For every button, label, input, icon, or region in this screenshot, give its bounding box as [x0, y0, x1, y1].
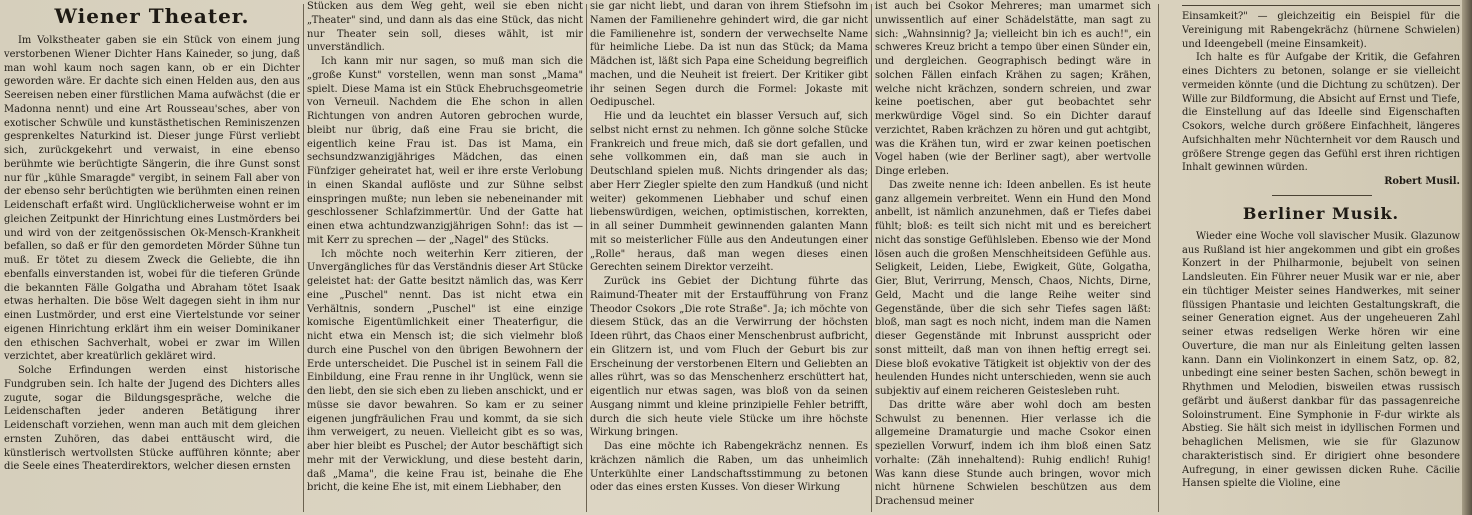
paragraph: Ich kann mir nur sagen, so muß man sich die „große Kunst" vorstellen, wenn man sonst „Mama" spielt. Diese Mama ist ein Stück Ehebruchsgeometrie von Verneuil. Nachdem die Ehe schon in allen Richtungen von andren Autoren gebrochen wurde, bleibt nur übrig, daß eine Frau sie bricht, die eigentlich keine Frau ist. Das ist Mama, ein sechsundzwanzigjähriges Mädchen, das einen Fünfziger geheiratet hat, weil er ihre erste Verlobung in einen Skandal auflöste und zur Sühne selbst einspringen mußte; nun leben sie nebeneinander mit geschlossener Schlafzimmertür. Und der Gatte hat einen etwa achtundzwanzigjährigen Sohn!: das ist — mit Kerr zu sprechen — der „Nagel" des Stücks. [307, 56, 583, 246]
paragraph: Zurück ins Gebiet der Dichtung führte das Raimund-Theater mit der Erstaufführung von Franz Theodor Csokors „Die rote Straße". Ja; ich möchte von diesem Stück, das an die Verwirrung der höchsten Ideen rührt, das Chaos einer Menschenbrust aufbricht, ein Glitzern ist, und vom Fluch der Geburt bis zur Erscheinung der verstorbenen Eltern und Geliebten an alles rührt, was so das Menschenherz erschüttert hat, eigentlich nur etwas sagen, was bloß von da seinen Ausgang nimmt und kleine prinzipielle Fehler betrifft, durch die sich heute viele Stücke um ihre höchste Wirkung bringen. [590, 276, 868, 439]
column-1 [4, 0, 300, 515]
paragraph: sie gar nicht liebt, und daran von ihrem Stiefsohn im Namen der Familienehre gehindert wird, die gar nicht die Familienehre ist, sondern der verwechselte Name für heimliche Liebe. Da ist nun das Stück; da Mama Mädchen ist, läßt sich Papa eine Scheidung begreiflich machen, und die Neuheit ist freiert. Der Kritiker gibt ihr seinen Segen durch die Formel: Jokaste mit Oedipuschel. [590, 1, 868, 109]
paragraph: Hie und da leuchtet ein blasser Versuch auf, sich selbst nicht ernst zu nehmen. Ich gönne solche Stücke Frankreich und freue mich, daß sie dort gefallen, und sehe vollkommen ein, daß man sie auch in Deutschland spielen muß. Nichts dringender als das; aber Herr Ziegler spielte den zum Handkuß (und nicht weiter) gekommenen Liebhaber und schuf einen liebenswürdigen, weichen, optimistischen, korrekten, in all seiner Dummheit gewinnenden galanten Mann mit so meisterlicher Fülle aus den Andeutungen einer „Rolle" heraus, daß man wegen dieses einen Gerechten seinem Direktor verzeiht. [590, 111, 868, 274]
author-signature: Robert Musil. [1384, 176, 1460, 187]
paragraph: Einsamkeit?" — gleichzeitig ein Beispiel für die Vereinigung mit Rabengekrächz (hürnene Schwielen) und Ideengebell (meine Einsamkeit). [1182, 11, 1460, 50]
paragraph: Ich möchte noch weiterhin Kerr zitieren, der Unvergängliches für das Verständnis dieser Art Stücke geleistet hat: der Gatte besitzt nämlich das, was Kerr eine „Puschel" nennt. Das ist nicht etwa ein Verhältnis, sondern „Puschel" ist eine einzige komische Eigentümlichkeit einer Theaterfigur, die nicht etwa ein Mensch ist; die sich vielmehr bloß durch eine Puschel von den übrigen Bewohnern der Erde unterscheidet. Die Puschel ist in seinem Fall die Einbildung, eine Frau renne in ihr Unglück, wenn sie den liebt, den sie sich eben zu lieben anschickt, und er müsse sie davor bewahren. So kam er zu seiner eigenen jungfräulichen Frau und kommt, da sie sich ihm verweigert, zu neuen. Vielleicht gibt es so was, aber hier bleibt es Puschel; der Autor beschäftigt sich mehr mit der Verwicklung, und diese besteht darin, daß „Mama", die keine Frau ist, beinahe die Ehe bricht, die keine Ehe ist, mit einem Liebhaber, den [307, 248, 583, 494]
page-fold-edge [1462, 0, 1472, 515]
column-rule [871, 4, 872, 512]
column-5 [1182, 10, 1460, 515]
paragraph: Das eine möchte ich Rabengekrächz nennen. Es krächzen nämlich die Raben, um das unheimlich Unterkühlte einer Landschaftsstimmung zu betonen oder das eines ersten Kusses. Von dieser Wirkung [590, 441, 868, 494]
column-rule [303, 4, 304, 512]
paragraph: Wieder eine Woche voll slavischer Musik. Glazunow aus Rußland ist hier angekommen und gibt ein großes Konzert in der Philharmonie, bejubelt von seinen Landsleuten. Ein Führer neuer Musik war er nie, aber ein tüchtiger Meister seines Handwerkes, mit seiner flüssigen Phantasie und leichten Gestaltungskraft, die seiner Generation eignet. Aus der ungeheueren Zahl seiner etwas redseligen Werke hören wir eine Ouverture, die man nur als Einleitung gelten lassen kann. Dann ein Violinkonzert in einem Satz, op. 82, unbedingt eine seiner besten Sachen, schön bewegt in Rhythmen und Melodien, bisweilen etwas russisch gefärbt und äußerst dankbar für das passagenreiche Soloinstrument. Eine Symphonie in F-dur wirkte als Abstieg. Sie hält sich meist in idyllischen Formen und behaglichen Melismen, wie sie für Glazunow charakteristisch sind. Er dirigiert ohne besondere Aufregung, in einer gewissen dicken Ruhe. Cäcilie Hansen spielte die Violine, eine [1182, 230, 1460, 490]
column-3 [590, 0, 868, 515]
paragraph: Das dritte wäre aber wohl doch am besten Schwulst zu benennen. Hier verlasse ich die allgemeine Dramaturgie und mache Csokor einen speziellen Vorwurf, indem ich ihm bloß einen Satz vorhalte: (Zäh innehaltend): Ruhig endlich! Ruhig! Was kann diese Stunde auch bringen, wovor mich nicht hürnene Schwielen beschützen aus dem Drachensud meiner [875, 399, 1151, 507]
heading-berliner-musik: Berliner Musik. [1242, 203, 1400, 223]
paragraph: Ich halte es für Aufgabe der Kritik, die Gefahren eines Dichters zu betonen, solange er sie vielleicht vermeiden könnte (und die Dichtung zu schützen). Der Wille zur Bildformung, die Absicht auf Ernst und Tiefe, die Einstellung auf das Ideelle sind Eigenschaften Csokors, welche durch größere Einfachheit, längeres Aufsichhalten mehr Nüchternheit vor dem Rausch und größere Strenge gegen das Gefühl erst ihren richtigen Inhalt gewinnen würden. [1182, 52, 1460, 174]
paragraph: Solche Erfindungen werden einst historische Fundgruben sein. Ich halte der Jugend des Dichters alles zugute, sogar die Bildungsgespräche, welche die Leidenschaften jeder anderen Betätigung ihrer Leidenschaft vorziehen, wenn man auch mit dem gleichen ernsten Zuhören, das dabei enttäuscht wird, die künstlerisch wertvollsten Stücke aufführen könnte; aber die Seele eines Theaterdirektors, welcher diesen ernsten [4, 365, 300, 473]
heading-wiener-theater: Wiener Theater. [54, 4, 250, 28]
paragraph: Im Volkstheater gaben sie ein Stück von einem jung verstorbenen Wiener Dichter Hans Kaineder, so jung, daß man wohl kaum noch sagen kann, ob er ein Dichter geworden wäre. Er dachte sich einen Helden aus, den aus Seereisen neben einer fürstlichen Mama aufwächst (die er Madonna nennt) und eine Art Rousseau'sches, aber von exotischer Schwüle und kunstästhetischen Reminiszenzen gesprenkeltes Naturkind ist. Dieser junge Fürst verliebt sich, zurückgekehrt und verwaist, in eine ebenso berühmte wie berüchtigte Sängerin, die ihre Gunst sonst nur für „kühle Smaragde" vergibt, in seinem Fall aber von der ebenso sehr berüchtigten wie berühmten einen reinen Leidenschaft erfaßt wird. Unglücklicherweise wohnt er im gleichen Zeitpunkt der Hinrichtung eines Lustmörders bei und wird von der zeitgenössischen Ok-Mensch-Krankheit befallen, so daß er für den gemordeten Mörder Sühne tun muß. Er tötet zu diesem Zweck die Geliebte, die ihn ebenfalls einverstanden ist, wobei für die tieferen Gründe die bekannten Fälle Golgatha und Abraham tötet Isaak etwas herhalten. Die böse Welt dagegen sieht in ihm nur einen Lustmörder, und erst eine Viertelstunde vor seiner eigenen Hinrichtung erklärt ihm ein weiser Dominikaner den ethischen Sachverhalt, wobei er zwar im Willen verzichtet, aber kreatürlich gekläret wird. [4, 35, 300, 363]
paragraph: Stücken aus dem Weg geht, weil sie eben nicht „Theater" sind, und dann als das eine Stück, das nicht nur Theater sein soll, dieses wählt, ist mir unverständlich. [307, 1, 583, 54]
column-rule [586, 4, 587, 512]
column-4 [875, 0, 1151, 515]
paragraph: Das zweite nenne ich: Ideen anbellen. Es ist heute ganz allgemein verbreitet. Wenn ein Hund den Mond anbellt, ist nämlich anzunehmen, daß er Tiefes dabei fühlt; bloß: es teilt sich nicht mit und es bereichert nicht das sonstige Gefühlsleben. Ebenso wie der Mond lösen auch die großen Menschheitsideen Gefühle aus. Seligkeit, Leiden, Liebe, Ewigkeit, Güte, Golgatha, Gier, Blut, Verirrung, Mensch, Chaos, Nichts, Dirne, Geld, Macht und die lange Reihe weiter sind Gegenstände, über die sich sehr Tiefes sagen läßt: bloß, man sagt es noch nicht, indem man die Namen dieser Gegenstände mit Inbrunst ausspricht oder sonst mitteilt, daß man von ihnen heftig erregt sei. Diese bloß evokative Tätigkeit ist objektiv von der des heulenden Hundes nicht unterschieden, wenn sie auch subjektiv auf einem reicheren Geistesleben ruht. [875, 179, 1151, 397]
section-divider [1272, 195, 1372, 196]
paragraph: ist auch bei Csokor Mehreres; man umarmet sich unwissentlich auf einer Schädelstätte, man sagt zu sich: „Wahnsinnig? Ja; vielleicht bin ich es auch!", ein schweres Kreuz bricht a tempo über einen Sünder ein, und dergleichen. Geographisch bedingt wäre in solchen Fällen einfach Krähen zu sagen; Krähen, welche nicht krächzen, sondern schreien, und zwar keine poetischen, aber gut beobachtet sehr merkwürdige Vögel sind. So ein Dichter darauf verzichtet, Raben krächzen zu hören und gut achtgibt, was die Krähen tun, wird er zwar keinen poetischen Vogel haben (wie der Berliner sagt), aber wertvolle Dinge erleben. [875, 1, 1151, 177]
column-2 [307, 0, 583, 515]
top-rule [1182, 5, 1460, 6]
column-rule [1158, 4, 1159, 512]
